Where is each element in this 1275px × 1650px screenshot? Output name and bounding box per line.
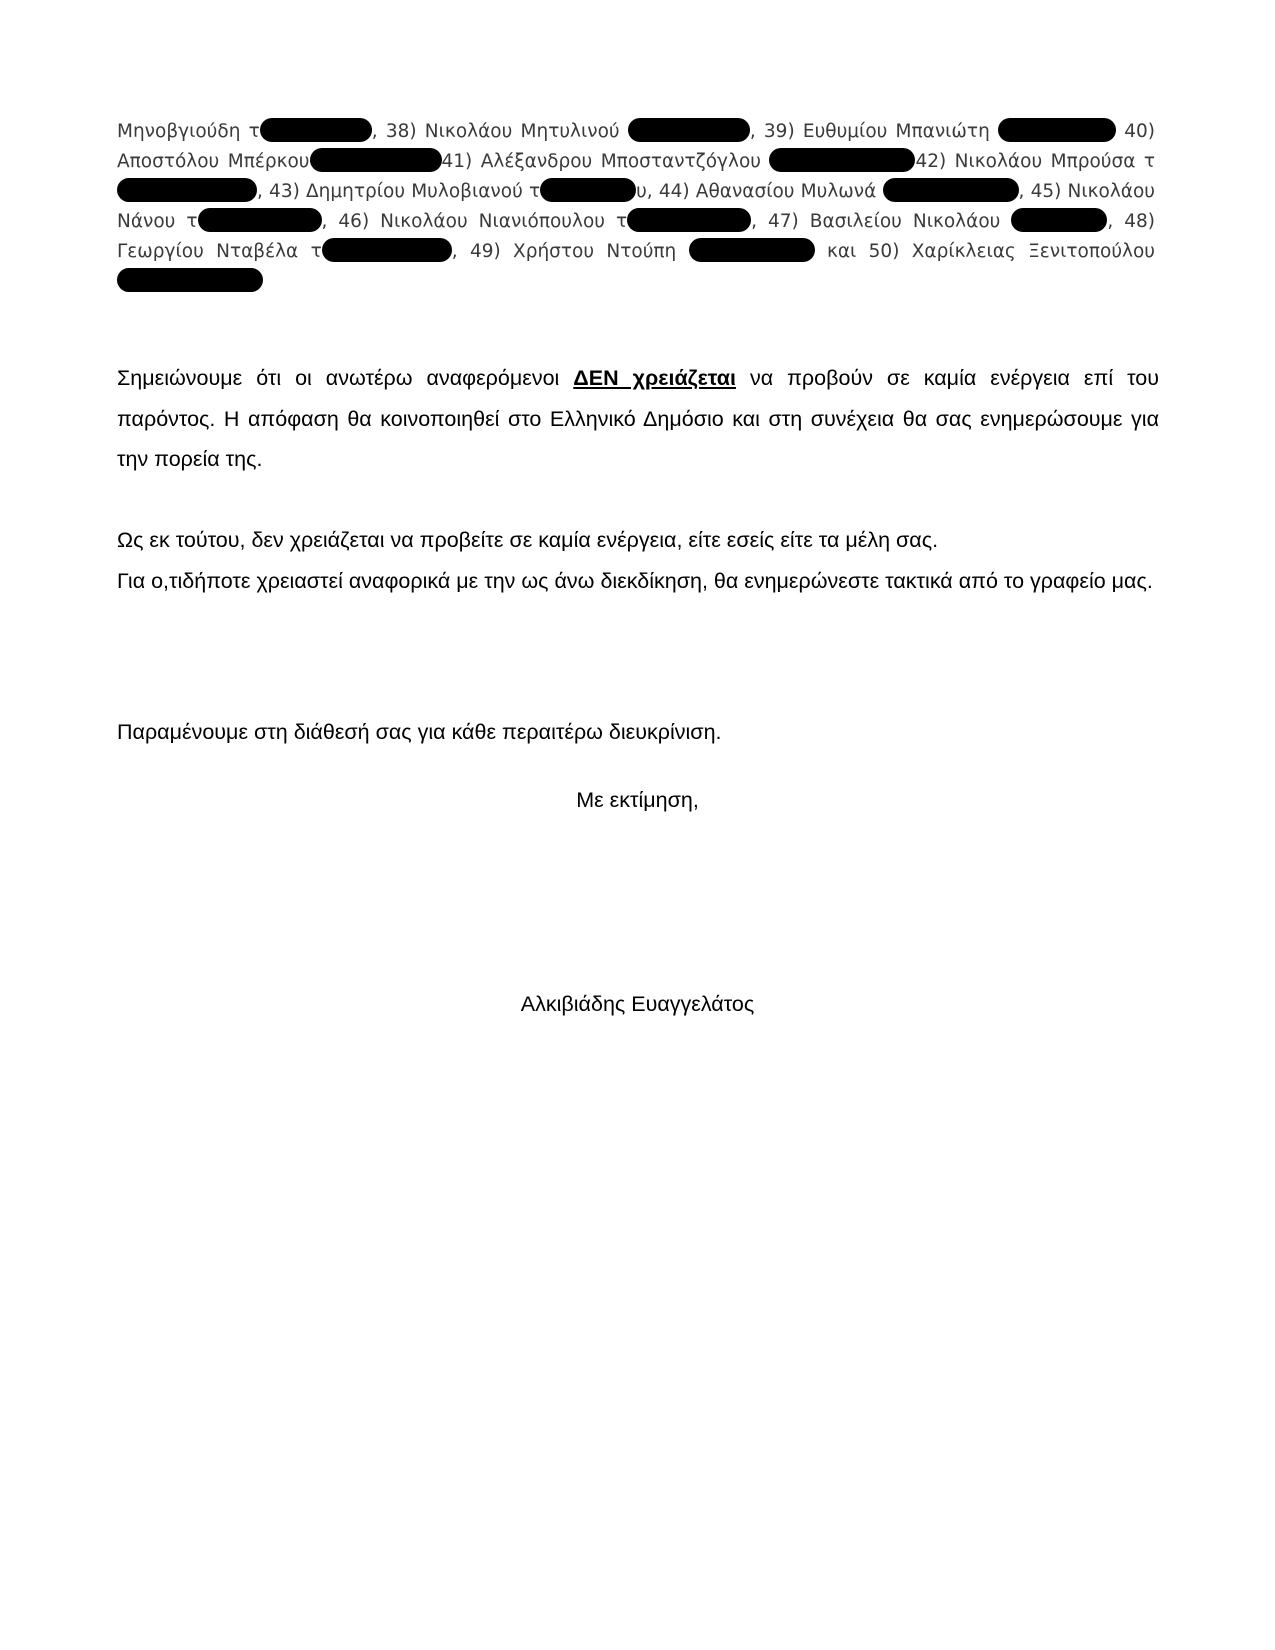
names-text: 40) Αποστόλου Μπέρκου: [117, 121, 1155, 172]
redaction-mark: [260, 118, 372, 142]
names-text: υ, 44) Αθανασίου Μυλωνά: [636, 181, 877, 202]
redaction-mark: [769, 148, 915, 172]
names-text: , 43) Δημητρίου Μυλοβιανού τ: [257, 181, 541, 202]
redaction-mark: [628, 118, 750, 142]
instructions-line-1: Ως εκ τούτου, δεν χρειάζεται να προβείτε σε καμία ενέργεια, είτε εσείς είτε τα μέλη σας.: [117, 528, 939, 552]
redaction-mark: [883, 178, 1019, 202]
names-text: 41) Αλέξανδρου Μποσταντζόγλου: [441, 151, 761, 172]
notice-text: να προβούν σε καμία ενέργεια επί του παρόντος. Η απόφαση θα κοινοποιηθεί στο Ελληνικό Δημόσιο και στη συνέχεια θα σας ενημερώσουμε για την πορεία της.: [117, 366, 1159, 471]
redaction-mark: [1011, 208, 1107, 232]
names-text: 42) Νικολάου Μπρούσα τ: [915, 151, 1155, 172]
names-text: , 38) Νικολάου Μητυλινού: [371, 121, 620, 142]
redaction-mark: [540, 178, 636, 202]
names-text: , 49) Χρήστου Ντούπη: [451, 241, 677, 262]
redaction-mark: [627, 208, 751, 232]
instructions-paragraph: [117, 520, 1159, 601]
names-text: και 50) Χαρίκλειας Ξενιτοπούλου: [826, 241, 1155, 262]
names-text: , 46) Νικολάου Νιανιόπουλου τ: [321, 211, 628, 232]
signatory-name: Αλκιβιάδης Ευαγγελάτος: [520, 992, 755, 1016]
names-text: , 47) Βασιλείου Νικολάου: [751, 211, 1001, 232]
redaction-mark: [310, 148, 442, 172]
names-text: , 45) Νικολάου Νάνου τ: [117, 181, 1156, 232]
names-list-paragraph: [117, 117, 1155, 297]
redaction-mark: [322, 238, 452, 262]
emphasis-text: ΔΕΝ χρειάζεται: [573, 366, 736, 390]
closing-salutation: Με εκτίμηση,: [576, 788, 699, 812]
redaction-mark: [998, 118, 1116, 142]
names-text: Μηνοβγιούδη τ: [117, 121, 260, 142]
redaction-mark: [117, 178, 257, 202]
names-text: , 39) Ευθυμίου Μπανιώτη: [749, 121, 990, 142]
availability-paragraph: Παραμένουμε στη διάθεσή σας για κάθε περαιτέρω διευκρίνιση.: [117, 720, 722, 744]
redaction-mark: [198, 208, 322, 232]
redaction-mark: [117, 268, 263, 292]
instructions-line-2: Για ο,τιδήποτε χρειαστεί αναφορικά με την ως άνω διεκδίκηση, θα ενημερώνεστε τακτικά από το γραφείο μας.: [117, 568, 1153, 593]
names-text: , 48) Γεωργίου Νταβέλα τ: [117, 211, 1155, 262]
redaction-mark: [689, 238, 815, 262]
notice-text: Σημειώνουμε ότι οι ανωτέρω αναφερόμενοι: [117, 366, 574, 390]
notice-paragraph: [117, 358, 1159, 480]
